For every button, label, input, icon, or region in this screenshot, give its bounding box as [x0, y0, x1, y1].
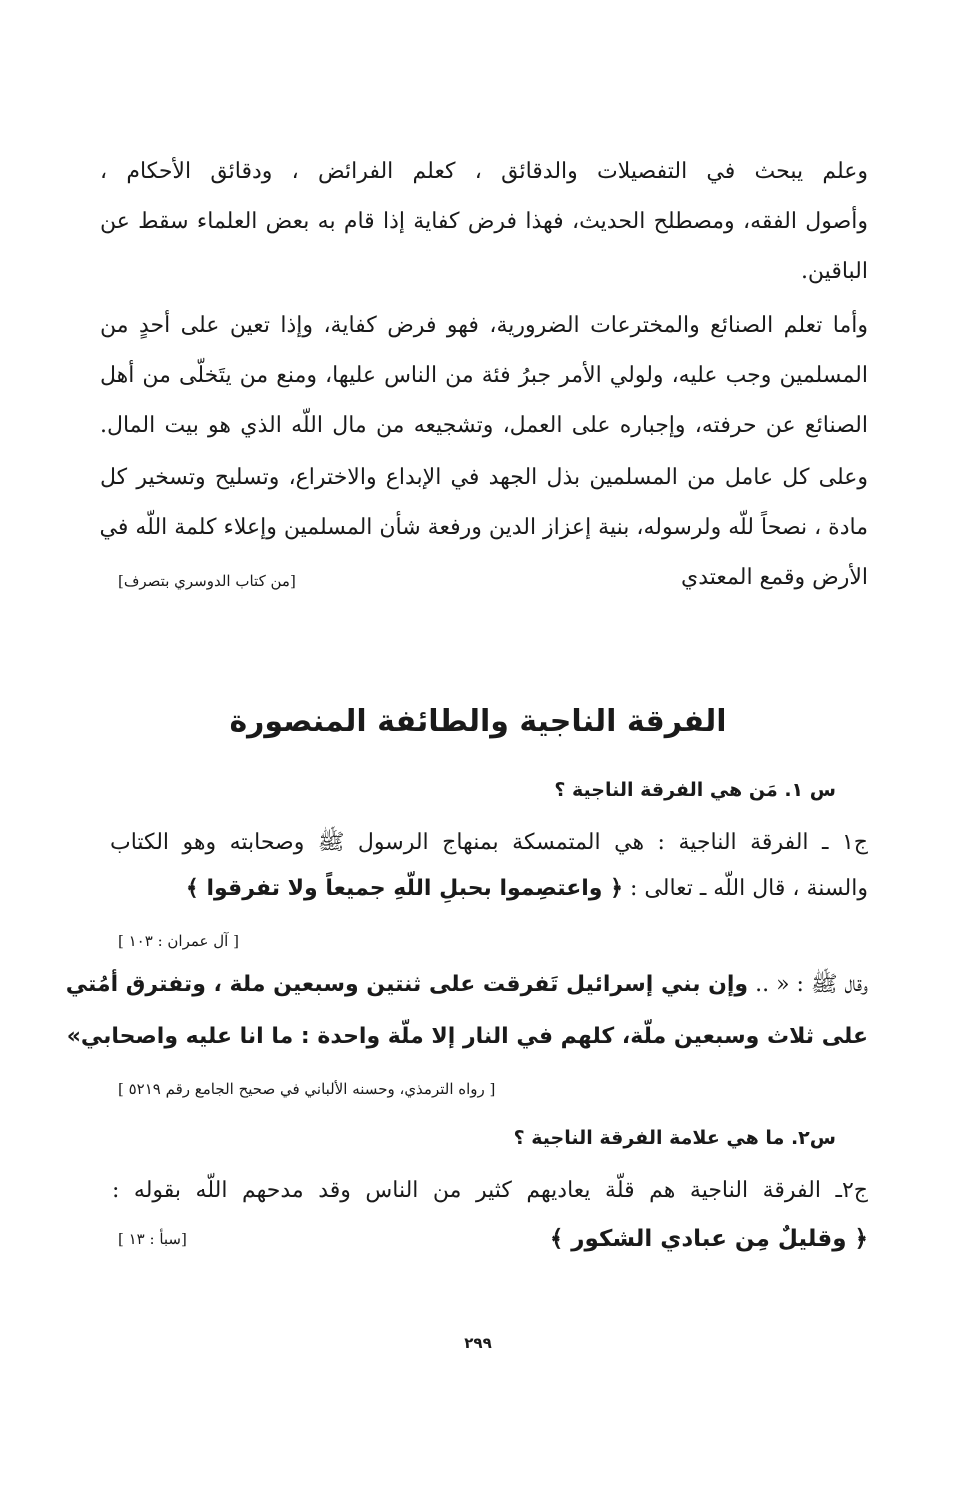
paragraph-line: مادة ، نصحاً للّه ولرسوله، بنية إعزاز الدين ورفعة شأن المسلمين وإعلاء كلمة اللّه في	[99, 515, 868, 540]
answer-line: ج١ ـ الفرقة الناجية : هي المتمسكة بمنهاج الرسول ﷺ وصحابته وهو الكتاب	[110, 830, 868, 855]
paragraph-line: وعلى كل عامل من المسلمين بذل الجهد في الإبداع والاختراع، وتسليح وتسخير كل	[100, 465, 868, 490]
hadith-text: وإن بني إسرائيل تَفرقت على ثنتين وسبعين ملة ، وتفترق أمُتي	[65, 972, 749, 997]
answer-line: ج٢ـ الفرقة الناجية هم قلّة يعاديهم كثير من الناس وقد مدحهم اللّه بقوله :	[112, 1178, 868, 1203]
hadith-intro: وقال ﷺ : « ..	[748, 972, 868, 997]
paragraph-line: وعلم يبحث في التفصيلات والدقائق ، كعلم الفرائض ، ودقائق الأحكام ،	[100, 159, 868, 184]
citation: [سبأ : ١٣ ]	[118, 1230, 187, 1248]
section-heading: الفرقة الناجية والطائفة المنصورة	[229, 704, 727, 739]
paragraph-line: الباقين.	[800, 259, 868, 284]
quran-verse: ﴿ وقليلٌ مِن عبادي الشكور ﴾	[549, 1226, 868, 1252]
answer-line	[100, 874, 868, 904]
question-title: س ١. مَن هي الفرقة الناجية ؟	[554, 779, 836, 801]
paragraph-line: الأرض وقمع المعتدي	[681, 565, 868, 590]
paragraph-line: وأما تعلم الصنائع والمخترعات الضرورية، فهو فرض كفاية، وإذا تعين على أحدٍ من	[100, 313, 868, 338]
citation: [ رواه الترمذي، وحسنه الألباني في صحيح الجامع رقم ٥٢١٩ ]	[118, 1080, 496, 1098]
page-number: ٢٩٩	[464, 1334, 492, 1352]
hadith-line	[65, 970, 868, 1000]
quran-verse: ﴿ واعتصِموا بحبلِ اللّهِ جميعاً ولا تفرقوا ﴾	[185, 876, 623, 901]
answer-text: والسنة ، قال اللّه ـ تعالى :	[623, 876, 868, 901]
paragraph-line: الصنائع عن حرفته، وإجباره على العمل، وتشجيعه من مال اللّه الذي هو بيت المال.	[100, 413, 868, 438]
citation: [ آل عمران : ١٠٣ ]	[118, 932, 239, 950]
paragraph-line: وأصول الفقه، ومصطلح الحديث، فهذا فرض كفاية إذا قام به بعض العلماء سقط عن	[100, 209, 868, 234]
hadith-line: على ثلاث وسبعين ملّة، كلهم في النار إلا ملّة واحدة : ما انا عليه واصحابي»	[66, 1024, 868, 1049]
paragraph-line: المسلمين وجب عليه، ولولي الأمر جبرُ فئة من الناس عليها، ومنع من يتَخلّى من أهل	[100, 363, 868, 388]
citation: [من كتاب الدوسري بتصرف]	[118, 572, 296, 590]
question-title: س٢. ما هي علامة الفرقة الناجية ؟	[513, 1127, 836, 1149]
